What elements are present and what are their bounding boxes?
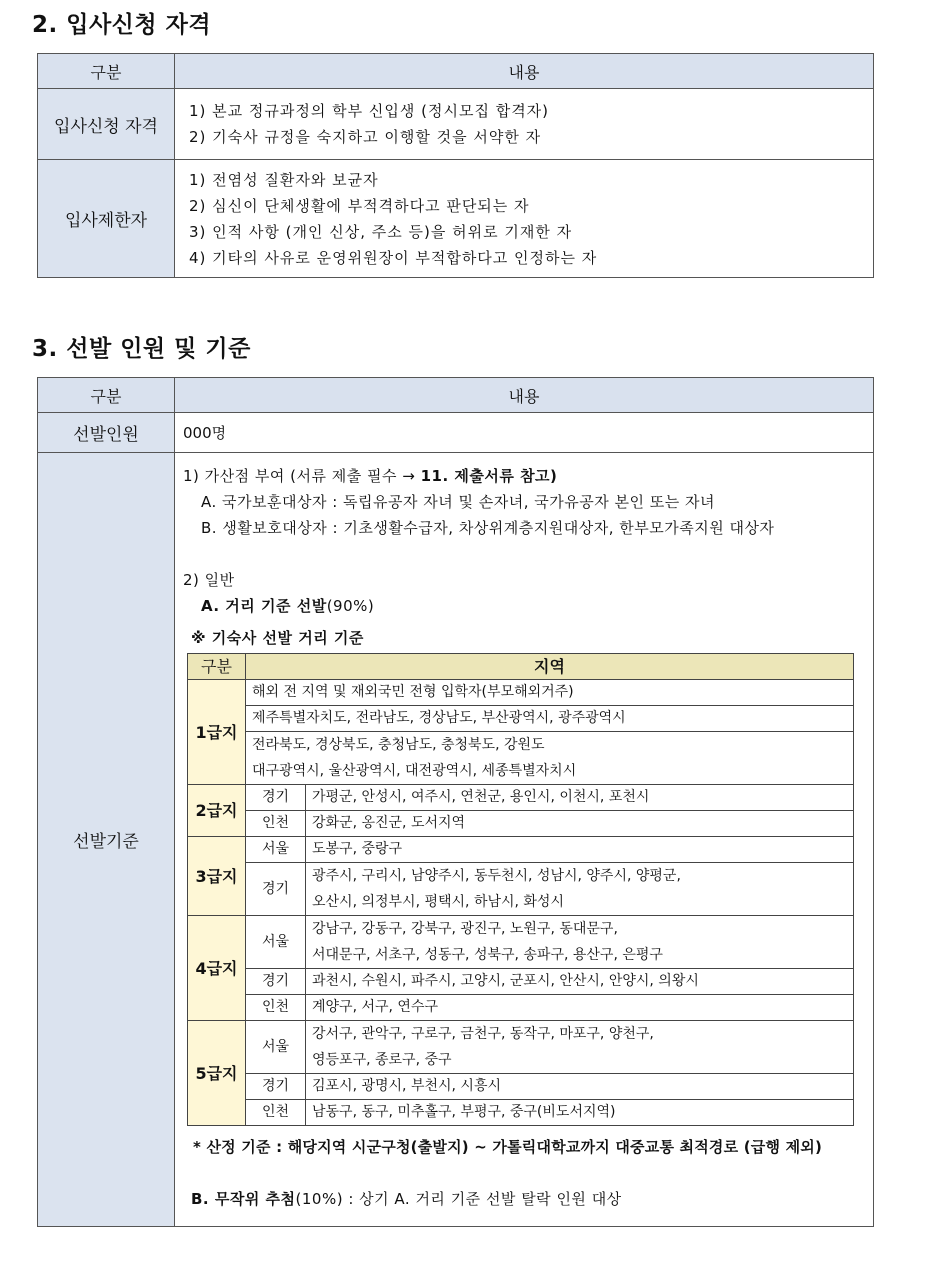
row-label-eligibility: 입사신청 자격 <box>38 89 175 160</box>
region-areas <box>306 1021 854 1074</box>
bonus-item-b: B. 생활보호대상자 : 기초생활수급자, 차상위계층지원대상자, 한부모가족지원 대상자 <box>201 519 775 537</box>
region-name: 경기 <box>246 969 306 995</box>
region-areas: 강화군, 옹진군, 도서지역 <box>306 811 854 837</box>
region-areas: 남동구, 동구, 미추홀구, 부평구, 중구(비도서지역) <box>306 1100 854 1126</box>
region-name: 경기 <box>246 785 306 811</box>
region-name: 인천 <box>246 811 306 837</box>
grade-1-area <box>246 732 854 785</box>
region-name: 서울 <box>246 1021 306 1074</box>
table-row <box>188 706 854 732</box>
region-areas: 김포시, 광명시, 부천시, 시흥시 <box>306 1074 854 1100</box>
table-row <box>188 1074 854 1100</box>
table-row <box>188 863 854 916</box>
region-areas: 가평군, 안성시, 여주시, 연천군, 용인시, 이천시, 포천시 <box>306 785 854 811</box>
area-line: 강남구, 강동구, 강북구, 광진구, 노원구, 동대문구, <box>312 921 618 937</box>
table-row <box>188 837 854 863</box>
selection-table <box>37 377 874 1227</box>
bonus-title <box>183 463 855 489</box>
region-areas: 도봉구, 중랑구 <box>306 837 854 863</box>
table-row <box>38 89 874 160</box>
section2-title: 2. 입사신청 자격 <box>32 12 212 38</box>
random-draw-label: B. 무작위 추첨 <box>191 1190 296 1208</box>
table-row <box>188 785 854 811</box>
table-row <box>188 1021 854 1074</box>
header-category: 구분 <box>38 378 175 413</box>
bonus-title-text: 1) 가산점 부여 (서류 제출 필수 → <box>183 467 421 485</box>
table-row <box>188 1100 854 1126</box>
table-row <box>188 916 854 969</box>
grade-1-area: 제주특별자치도, 전라남도, 경상남도, 부산광역시, 광주광역시 <box>246 706 854 732</box>
region-name: 인천 <box>246 1100 306 1126</box>
region-name: 경기 <box>246 863 306 916</box>
grade-3-label: 3급지 <box>188 837 246 916</box>
table-row <box>188 969 854 995</box>
content-line: 1) 전염성 질환자와 보균자 <box>189 170 379 189</box>
table-row <box>188 995 854 1021</box>
row-content <box>175 89 874 160</box>
calculation-note: * 산정 기준 : 해당지역 시군구청(출발지) ~ 가톨릭대학교까지 대중교통 최적경로 (급행 제외) <box>193 1138 823 1156</box>
distance-criteria-table <box>187 653 854 1126</box>
table-header-row <box>38 54 874 89</box>
content-line: 3) 인적 사항 (개인 신상, 주소 등)을 허위로 기재한 자 <box>189 222 573 241</box>
row-label-restricted: 입사제한자 <box>38 160 175 278</box>
table-row <box>188 732 854 785</box>
header-content: 내용 <box>175 54 874 89</box>
grade-4-label: 4급지 <box>188 916 246 1021</box>
area-line: 영등포구, 종로구, 중구 <box>312 1052 452 1068</box>
region-name: 인천 <box>246 995 306 1021</box>
row-label-criteria: 선발기준 <box>38 453 175 1227</box>
eligibility-table <box>37 53 874 278</box>
header-category: 구분 <box>38 54 175 89</box>
general-title: 2) 일반 <box>183 571 235 589</box>
content-line: 2) 기숙사 규정을 숙지하고 이행할 것을 서약한 자 <box>189 128 542 146</box>
content-line: 1) 본교 정규과정의 학부 신입생 (정시모집 합격자) <box>189 102 550 120</box>
grade-2-label: 2급지 <box>188 785 246 837</box>
random-draw-item <box>183 1186 855 1212</box>
bonus-title-ref: 11. 제출서류 참고) <box>420 467 558 485</box>
selection-count-value: 000명 <box>175 413 874 453</box>
grade-1-area: 해외 전 지역 및 재외국민 전형 입학자(부모해외거주) <box>246 680 854 706</box>
region-areas: 계양구, 서구, 연수구 <box>306 995 854 1021</box>
region-areas: 과천시, 수원시, 파주시, 고양시, 군포시, 안산시, 안양시, 의왕시 <box>306 969 854 995</box>
area-line: 강서구, 관악구, 구로구, 금천구, 동작구, 마포구, 양천구, <box>312 1026 654 1042</box>
content-line: 4) 기타의 사유로 운영위원장이 부적합하다고 인정하는 자 <box>189 248 598 267</box>
area-line: 오산시, 의정부시, 평택시, 하남시, 화성시 <box>312 894 564 910</box>
header-content: 내용 <box>175 378 874 413</box>
row-content <box>175 160 874 278</box>
general-a-percent: (90%) <box>326 597 375 615</box>
area-line: 대구광역시, 울산광역시, 대전광역시, 세종특별자치시 <box>252 763 577 779</box>
random-draw-detail: (10%) : 상기 A. 거리 기준 선발 탈락 인원 대상 <box>295 1190 622 1208</box>
general-a-label: A. 거리 기준 선발 <box>201 597 327 615</box>
region-areas <box>306 863 854 916</box>
distance-table-title: ※ 기숙사 선발 거리 기준 <box>191 629 364 647</box>
table-row <box>188 680 854 706</box>
grade-1-label: 1급지 <box>188 680 246 785</box>
bonus-item-a: A. 국가보훈대상자 : 독립유공자 자녀 및 손자녀, 국가유공자 본인 또는 자녀 <box>201 493 715 511</box>
area-line: 광주시, 구리시, 남양주시, 동두천시, 성남시, 양주시, 양평군, <box>312 868 681 884</box>
area-line: 전라북도, 경상북도, 충청남도, 충청북도, 강원도 <box>252 737 545 753</box>
region-areas <box>306 916 854 969</box>
table-row <box>188 811 854 837</box>
table-header-row <box>38 378 874 413</box>
region-name: 서울 <box>246 837 306 863</box>
table-row <box>38 413 874 453</box>
area-line: 서대문구, 서초구, 성동구, 성북구, 송파구, 용산구, 은평구 <box>312 947 663 963</box>
row-label-count: 선발인원 <box>38 413 175 453</box>
table-row <box>38 453 874 1227</box>
criteria-content <box>175 453 874 1227</box>
content-line: 2) 심신이 단체생활에 부적격하다고 판단되는 자 <box>189 196 530 215</box>
grade-5-label: 5급지 <box>188 1021 246 1126</box>
table-row <box>38 160 874 278</box>
section3-title: 3. 선발 인원 및 기준 <box>32 336 251 362</box>
region-name: 경기 <box>246 1074 306 1100</box>
sub-header-category: 구분 <box>188 654 246 680</box>
sub-header-region: 지역 <box>246 654 854 680</box>
general-item-a <box>183 593 855 619</box>
region-name: 서울 <box>246 916 306 969</box>
